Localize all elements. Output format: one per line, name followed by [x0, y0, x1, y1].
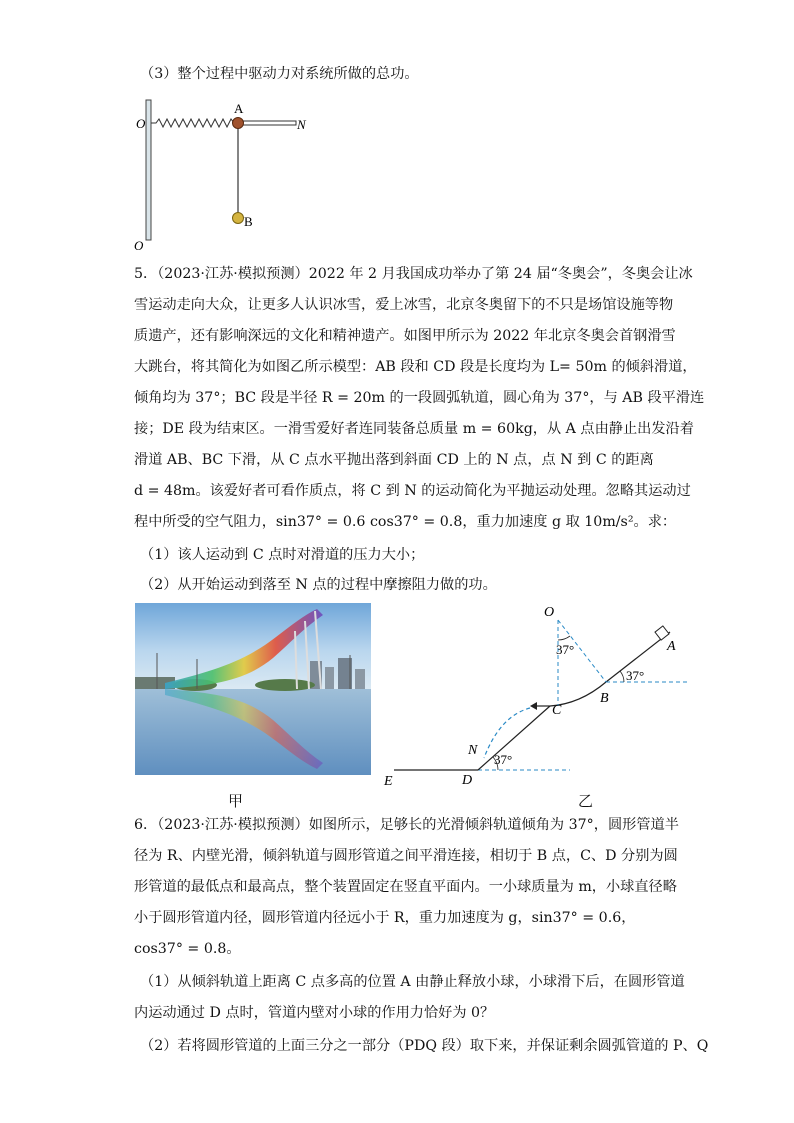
- q4-item3-text: （3）整个过程中驱动力对系统所做的总功。: [140, 66, 419, 82]
- q5-line-4: 大跳台，将其简化为如图乙所示模型：AB 段和 CD 段是长度均为 L= 50m 的倾斜滑道，: [134, 359, 697, 375]
- q5-line-3: 质遗产，还有影响深远的文化和精神遗产。如图甲所示为 2022 年北京冬奥会首钢滑雪: [134, 328, 676, 344]
- q6-line-1: 6．（2023·江苏·模拟预测）如图所示，足够长的光滑倾斜轨道倾角为 37°，圆形管道半: [134, 817, 679, 833]
- horizontal-rod: [238, 121, 296, 125]
- q6-line-3: 形管道的最低点和最高点，整个装置固定在竖直平面内。一小球质量为 m，小球直径略: [134, 879, 677, 895]
- q6-line-4: 小于圆形管道内径，圆形管道内径远小于 R，重力加速度为 g，sin37° = 0.6，: [134, 910, 636, 926]
- q5-item1: （1）该人运动到 C 点时对滑道的压力大小；: [140, 547, 425, 563]
- q5-item2: （2）从开始运动到落至 N 点的过程中摩擦阻力做的功。: [140, 577, 497, 593]
- q6-item2: （2）若将圆形管道的上面三分之一部分（PDQ 段）取下来，并保证剩余圆弧管道的 P、Q: [140, 1038, 709, 1054]
- q6-item1-line-2: 内运动通过 D 点时，管道内壁对小球的作用力恰好为 0？: [134, 1005, 495, 1021]
- label-n: N: [468, 743, 478, 758]
- spring: [151, 119, 238, 127]
- ball-b: [233, 213, 244, 224]
- label-b: B: [600, 691, 609, 706]
- spring-pendulum-figure: [130, 92, 320, 254]
- label-a: A: [667, 639, 676, 654]
- q5-line-9: 程中所受的空气阻力，sin37° = 0.6 cos37° = 0.8，重力加速度 g 取 10m/s²。求：: [134, 514, 677, 530]
- label-b: B: [244, 214, 253, 229]
- ski-jump-model-diagram: [380, 598, 700, 790]
- label-d: D: [462, 773, 473, 788]
- caption-left: 甲: [228, 792, 244, 810]
- ski-jump-photo: [135, 603, 371, 775]
- angle-arc-o: [558, 636, 570, 640]
- box-at-a: [655, 626, 669, 640]
- label-o: O: [544, 605, 555, 620]
- angle-label-b: 37°: [626, 668, 645, 683]
- label-o-bottom: O: [134, 238, 144, 253]
- velocity-arrowhead: [530, 702, 537, 710]
- q5-line-8: d = 48m。该爱好者可看作质点，将 C 到 N 的运动简化为平抛运动处理。忽略其运动过: [134, 483, 691, 499]
- angle-label-o: 37°: [556, 642, 575, 657]
- angle-label-d: 37°: [494, 752, 513, 767]
- vertical-wall: [146, 100, 151, 240]
- q6-line-2: 径为 R、内壁光滑，倾斜轨道与圆形管道之间平滑连接，相切于 B 点，C、D 分别为圆: [134, 848, 678, 864]
- trajectory-c-to-n: [484, 708, 530, 758]
- label-n: N: [297, 117, 306, 132]
- label-c: C: [552, 703, 562, 718]
- caption-right: 乙: [578, 792, 594, 810]
- ball-a: [233, 118, 244, 129]
- q5-line-5: 倾角均为 37°；BC 段是半径 R = 20m 的一段圆弧轨道，圆心角为 37°，与 AB 段平滑连: [134, 390, 705, 406]
- q6-line-5: cos37° = 0.8。: [134, 941, 241, 957]
- label-a: A: [234, 101, 244, 116]
- q5-line-2: 雪运动走向大众，让更多人认识冰雪，爱上冰雪，北京冬奥留下的不只是场馆设施等物: [134, 297, 674, 313]
- label-e: E: [384, 774, 393, 789]
- label-o-top: O: [136, 116, 146, 131]
- angle-arc-b: [620, 671, 624, 682]
- q5-line-1: 5．（2023·江苏·模拟预测）2022 年 2 月我国成功举办了第 24 届“冬奥会”，冬奥会让冰: [134, 266, 693, 282]
- q6-item1-line-1: （1）从倾斜轨道上距离 C 点多高的位置 A 由静止释放小球，小球滑下后，在圆形管道: [140, 974, 685, 990]
- q5-line-6: 接；DE 段为结束区。一滑雪爱好者连同装备总质量 m = 60kg，从 A 点由静止出发沿着: [134, 421, 694, 437]
- q5-line-7: 滑道 AB、BC 下滑，从 C 点水平抛出落到斜面 CD 上的 N 点，点 N 到 C 的距离: [134, 452, 654, 468]
